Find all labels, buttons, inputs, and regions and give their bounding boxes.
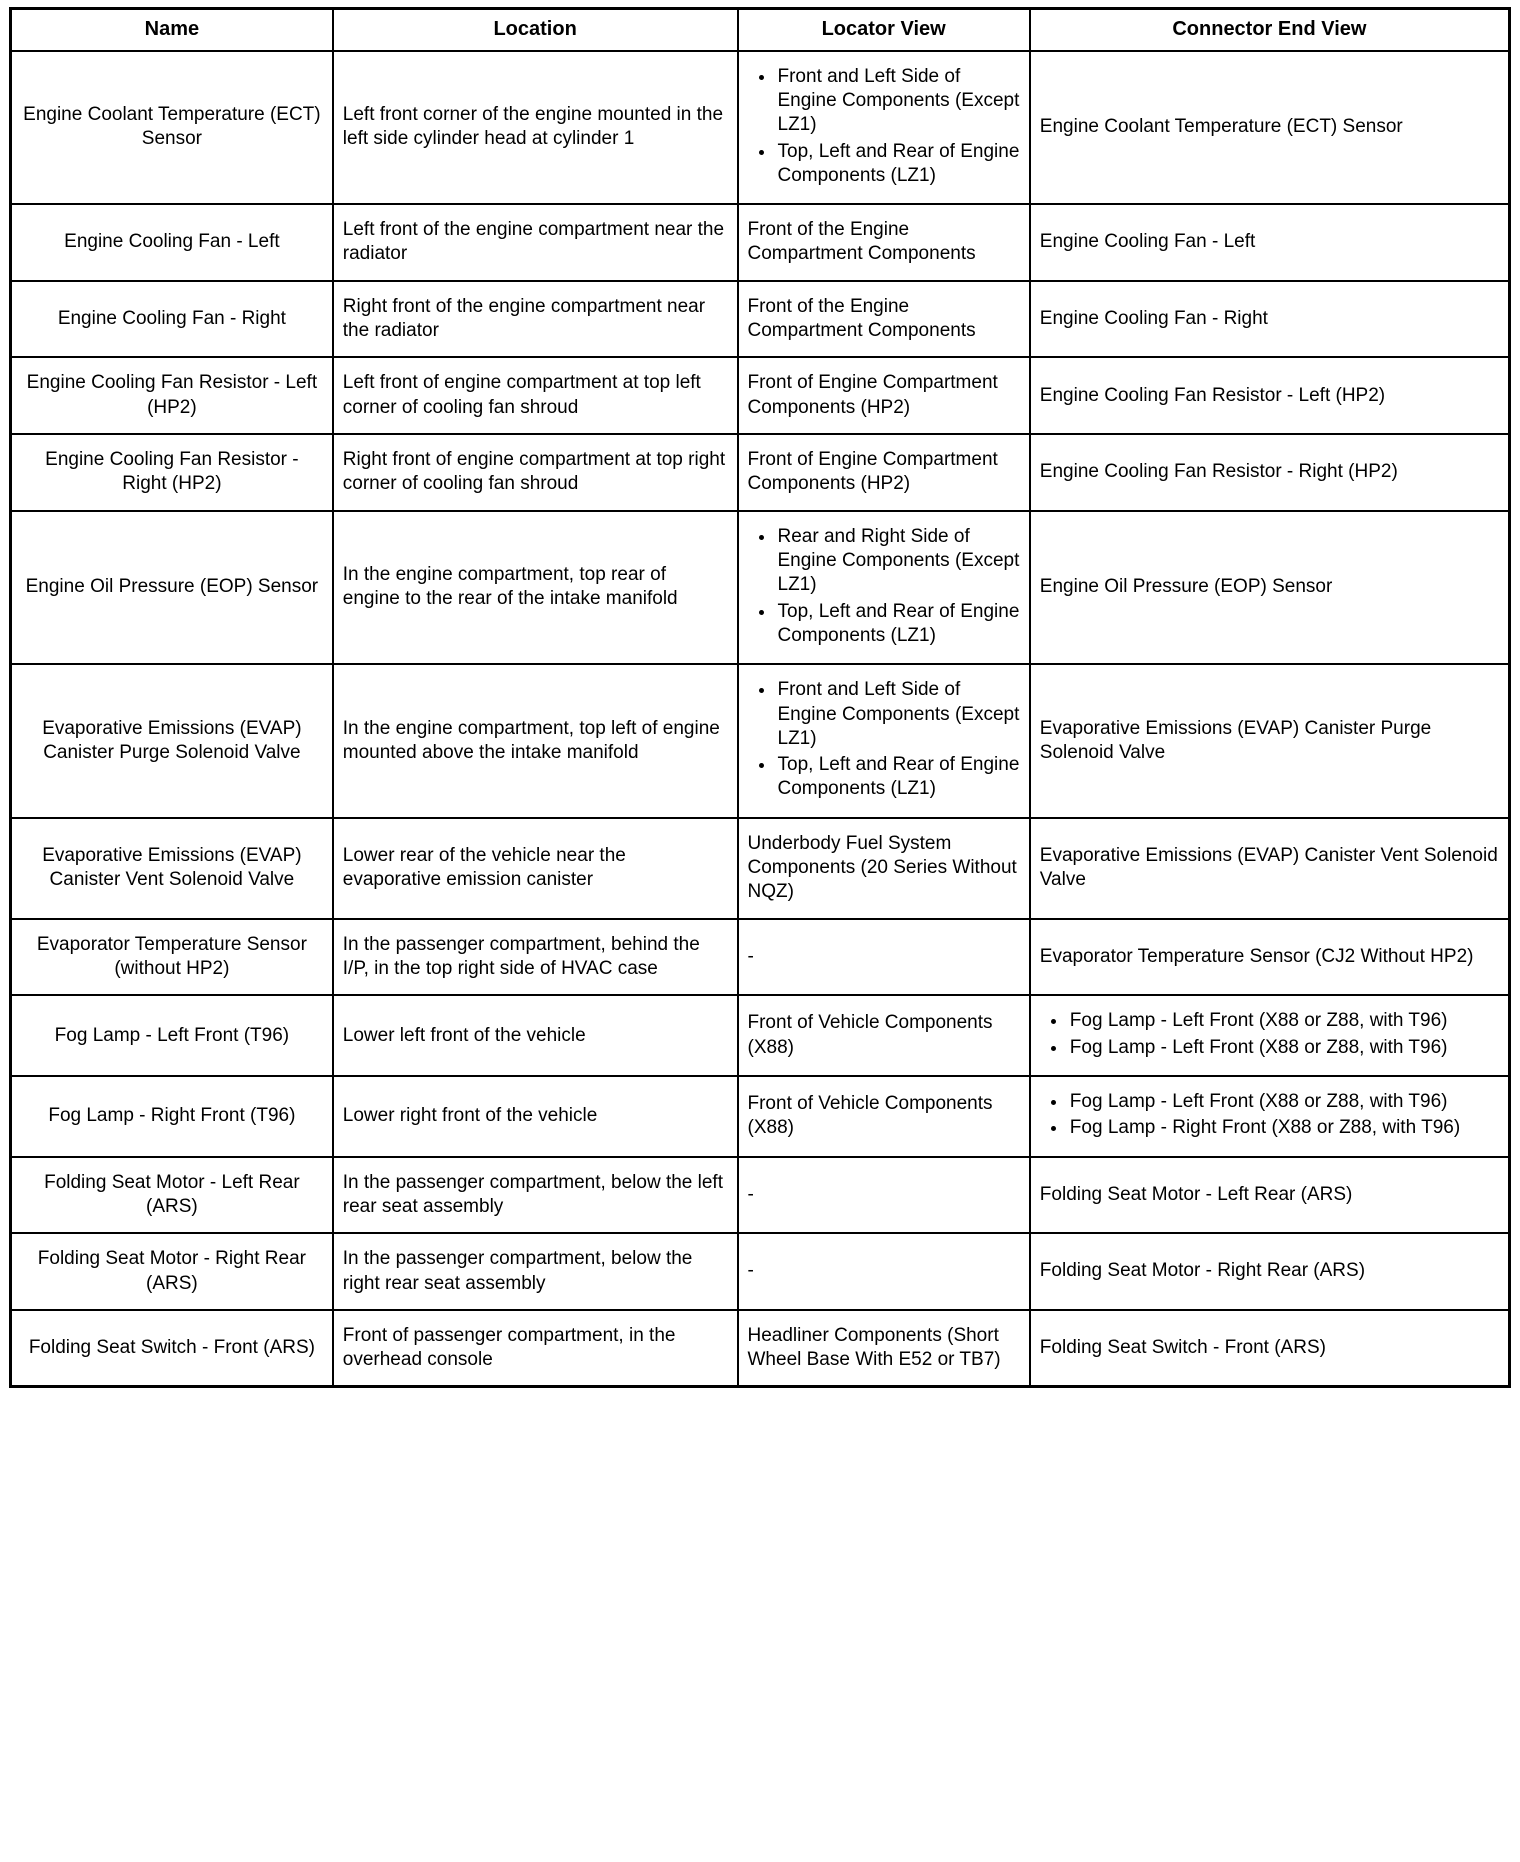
table-row [11,664,1510,818]
cell-connector-end-view: Engine Oil Pressure (EOP) Sensor [1030,511,1510,665]
cell-locator-view [738,511,1030,665]
cell-locator-view: Front of Vehicle Components (X88) [738,995,1030,1076]
bullet-list [748,65,1020,189]
cell-locator-view: Front of Engine Compartment Components (HP2) [738,357,1030,434]
cell-locator-view: - [738,919,1030,996]
cell-location: In the passenger compartment, below the left rear seat assembly [333,1157,738,1234]
table-row [11,1233,1510,1310]
column-header-location: Location [333,9,738,51]
component-locator-table [9,7,1511,1388]
cell-connector-end-view: Evaporator Temperature Sensor (CJ2 Without HP2) [1030,919,1510,996]
cell-connector-end-view: Folding Seat Motor - Right Rear (ARS) [1030,1233,1510,1310]
cell-name: Engine Cooling Fan - Right [11,281,333,358]
cell-connector-end-view [1030,995,1510,1076]
cell-connector-end-view: Evaporative Emissions (EVAP) Canister Vent Solenoid Valve [1030,818,1510,919]
cell-connector-end-view: Engine Cooling Fan Resistor - Right (HP2) [1030,434,1510,511]
cell-name: Engine Cooling Fan Resistor - Left (HP2) [11,357,333,434]
cell-location: Left front corner of the engine mounted in the left side cylinder head at cylinder 1 [333,51,738,205]
cell-connector-end-view [1030,1076,1510,1157]
cell-locator-view: Headliner Components (Short Wheel Base With E52 or TB7) [738,1310,1030,1387]
cell-location: Lower rear of the vehicle near the evaporative emission canister [333,818,738,919]
table-row [11,357,1510,434]
table-row [11,1310,1510,1387]
cell-name: Folding Seat Switch - Front (ARS) [11,1310,333,1387]
bullet-item: • Rear and Right Side of Engine Components (Except LZ1) [776,525,1020,598]
bullet-item: • Top, Left and Rear of Engine Components (LZ1) [776,140,1020,189]
cell-location: In the engine compartment, top rear of engine to the rear of the intake manifold [333,511,738,665]
table-row [11,51,1510,205]
bullet-item: • Top, Left and Rear of Engine Components (LZ1) [776,753,1020,802]
cell-name: Fog Lamp - Right Front (T96) [11,1076,333,1157]
cell-locator-view: Front of the Engine Compartment Components [738,204,1030,281]
cell-name: Evaporator Temperature Sensor (without HP2) [11,919,333,996]
cell-location: In the engine compartment, top left of engine mounted above the intake manifold [333,664,738,818]
cell-name: Fog Lamp - Left Front (T96) [11,995,333,1076]
header-row [11,9,1510,51]
cell-connector-end-view: Folding Seat Switch - Front (ARS) [1030,1310,1510,1387]
bullet-list [748,525,1020,649]
table-row [11,281,1510,358]
table-row [11,919,1510,996]
cell-name: Evaporative Emissions (EVAP) Canister Vent Solenoid Valve [11,818,333,919]
bullet-list [748,678,1020,802]
table-row [11,434,1510,511]
cell-locator-view: - [738,1157,1030,1234]
table-row [11,1157,1510,1234]
table-row [11,995,1510,1076]
cell-locator-view: Front of the Engine Compartment Components [738,281,1030,358]
cell-name: Engine Cooling Fan Resistor - Right (HP2) [11,434,333,511]
column-header-connector-end-view: Connector End View [1030,9,1510,51]
cell-name: Folding Seat Motor - Left Rear (ARS) [11,1157,333,1234]
cell-location: Left front of engine compartment at top left corner of cooling fan shroud [333,357,738,434]
cell-name: Folding Seat Motor - Right Rear (ARS) [11,1233,333,1310]
table-row [11,204,1510,281]
cell-locator-view [738,51,1030,205]
table-body [11,51,1510,1387]
cell-connector-end-view: Engine Cooling Fan Resistor - Left (HP2) [1030,357,1510,434]
cell-connector-end-view: Folding Seat Motor - Left Rear (ARS) [1030,1157,1510,1234]
bullet-item: • Fog Lamp - Left Front (X88 or Z88, with T96) [1068,1090,1499,1114]
column-header-locator-view: Locator View [738,9,1030,51]
cell-location: Left front of the engine compartment near the radiator [333,204,738,281]
cell-connector-end-view: Engine Coolant Temperature (ECT) Sensor [1030,51,1510,205]
bullet-item: • Fog Lamp - Left Front (X88 or Z88, with T96) [1068,1009,1499,1033]
cell-location: In the passenger compartment, below the right rear seat assembly [333,1233,738,1310]
cell-location: Lower left front of the vehicle [333,995,738,1076]
bullet-list [1040,1090,1499,1141]
bullet-item: • Top, Left and Rear of Engine Components (LZ1) [776,600,1020,649]
cell-name: Engine Oil Pressure (EOP) Sensor [11,511,333,665]
cell-connector-end-view: Engine Cooling Fan - Left [1030,204,1510,281]
cell-locator-view: Front of Vehicle Components (X88) [738,1076,1030,1157]
cell-name: Evaporative Emissions (EVAP) Canister Purge Solenoid Valve [11,664,333,818]
table-row [11,1076,1510,1157]
bullet-item: • Fog Lamp - Right Front (X88 or Z88, with T96) [1068,1116,1499,1140]
cell-location: Lower right front of the vehicle [333,1076,738,1157]
bullet-item: • Front and Left Side of Engine Components (Except LZ1) [776,65,1020,138]
cell-location: In the passenger compartment, behind the I/P, in the top right side of HVAC case [333,919,738,996]
table-row [11,511,1510,665]
table-row [11,818,1510,919]
cell-locator-view: Front of Engine Compartment Components (HP2) [738,434,1030,511]
cell-locator-view: - [738,1233,1030,1310]
bullet-item: • Fog Lamp - Left Front (X88 or Z88, with T96) [1068,1036,1499,1060]
cell-location: Front of passenger compartment, in the overhead console [333,1310,738,1387]
cell-locator-view [738,664,1030,818]
cell-name: Engine Coolant Temperature (ECT) Sensor [11,51,333,205]
column-header-name: Name [11,9,333,51]
bullet-item: • Front and Left Side of Engine Components (Except LZ1) [776,678,1020,751]
cell-location: Right front of the engine compartment near the radiator [333,281,738,358]
cell-name: Engine Cooling Fan - Left [11,204,333,281]
cell-connector-end-view: Evaporative Emissions (EVAP) Canister Purge Solenoid Valve [1030,664,1510,818]
bullet-list [1040,1009,1499,1060]
cell-connector-end-view: Engine Cooling Fan - Right [1030,281,1510,358]
cell-location: Right front of engine compartment at top right corner of cooling fan shroud [333,434,738,511]
cell-locator-view: Underbody Fuel System Components (20 Series Without NQZ) [738,818,1030,919]
